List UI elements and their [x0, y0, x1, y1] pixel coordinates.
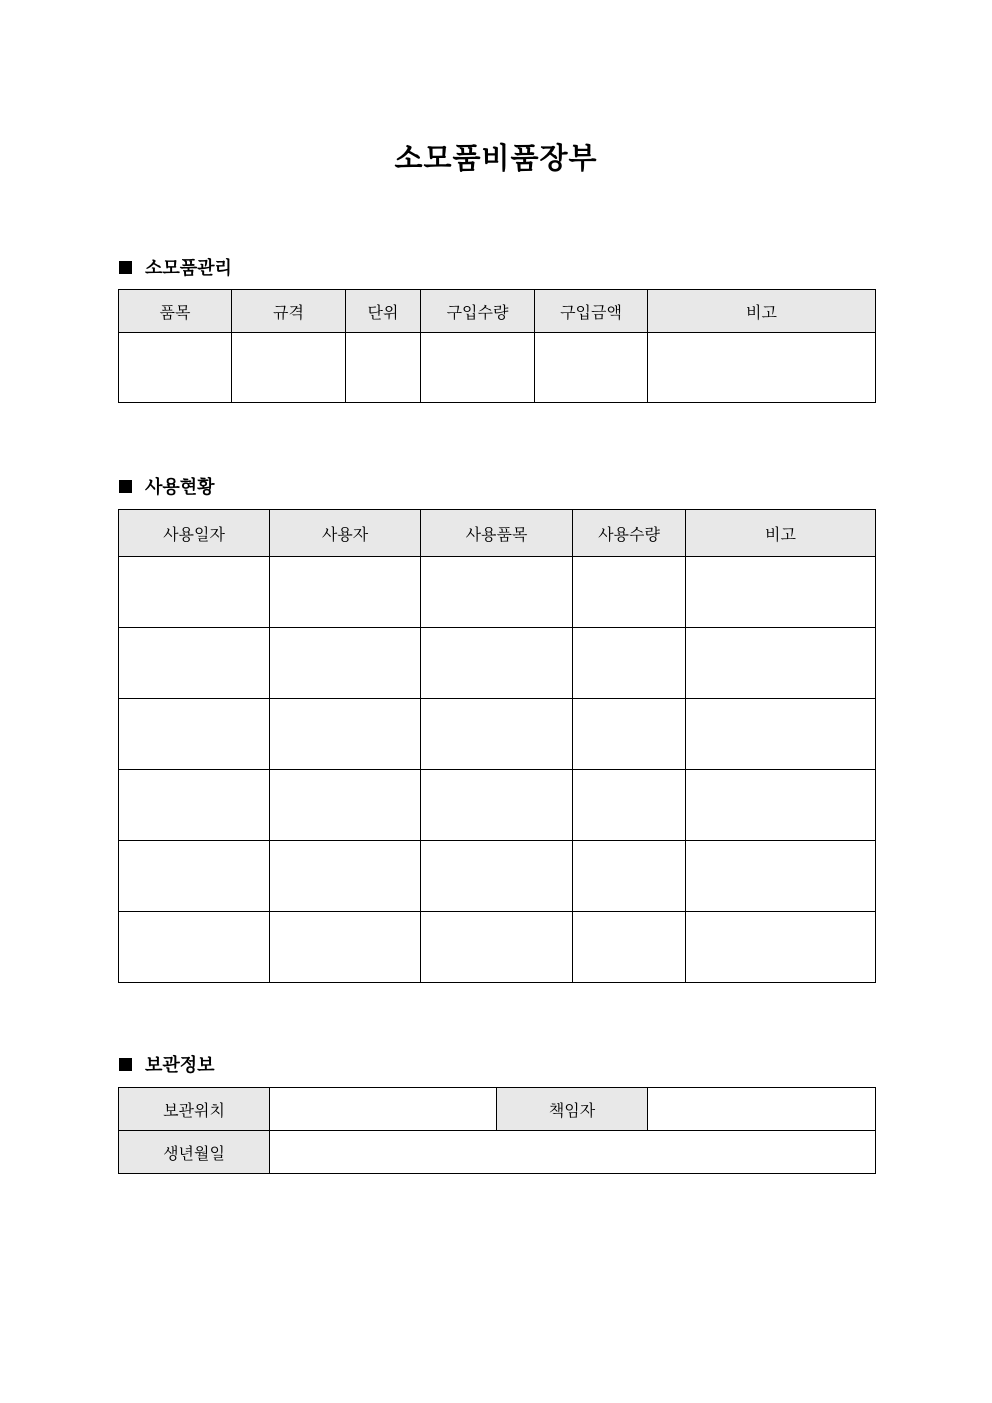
column-header: 사용품목 — [421, 510, 573, 557]
column-header: 사용수량 — [573, 510, 686, 557]
table-cell[interactable] — [573, 912, 686, 983]
table-row — [119, 557, 876, 628]
table-cell[interactable] — [573, 628, 686, 699]
consumables-table — [118, 289, 876, 403]
table-header-row — [119, 290, 876, 333]
table-cell[interactable] — [686, 770, 876, 841]
birthdate-label: 생년월일 — [119, 1131, 270, 1174]
table-header-row — [119, 510, 876, 557]
table-row — [119, 1088, 876, 1131]
section-heading-label: 보관정보 — [145, 1055, 215, 1076]
column-header: 비고 — [686, 510, 876, 557]
column-header: 구입금액 — [535, 290, 648, 333]
table-cell[interactable] — [421, 557, 573, 628]
storage-location-label: 보관위치 — [119, 1088, 270, 1131]
birthdate-field[interactable] — [270, 1131, 876, 1174]
table-cell[interactable] — [573, 699, 686, 770]
table-cell[interactable] — [573, 841, 686, 912]
table-cell[interactable] — [573, 770, 686, 841]
table-cell[interactable] — [119, 628, 270, 699]
document-title: 소모품비품장부 — [394, 141, 598, 175]
table-cell[interactable] — [270, 841, 421, 912]
table-cell[interactable] — [421, 628, 573, 699]
square-bullet-icon — [119, 1058, 132, 1071]
table-row — [119, 699, 876, 770]
table-cell[interactable] — [270, 770, 421, 841]
table-cell[interactable] — [686, 628, 876, 699]
column-header: 구입수량 — [421, 290, 535, 333]
table-cell[interactable] — [270, 699, 421, 770]
table-cell[interactable] — [648, 333, 876, 403]
table-cell[interactable] — [421, 841, 573, 912]
usage-table — [118, 509, 876, 983]
square-bullet-icon — [119, 480, 132, 493]
section-heading-label: 소모품관리 — [145, 258, 232, 279]
table-cell[interactable] — [119, 770, 270, 841]
table-row — [119, 912, 876, 983]
table-cell[interactable] — [270, 912, 421, 983]
table-cell[interactable] — [573, 557, 686, 628]
table-cell[interactable] — [535, 333, 648, 403]
table-cell[interactable] — [686, 699, 876, 770]
table-cell[interactable] — [119, 557, 270, 628]
table-row — [119, 1131, 876, 1174]
column-header: 사용자 — [270, 510, 421, 557]
table-cell[interactable] — [232, 333, 346, 403]
table-cell[interactable] — [119, 841, 270, 912]
table-cell[interactable] — [119, 699, 270, 770]
table-row — [119, 628, 876, 699]
table-cell[interactable] — [119, 912, 270, 983]
table-cell[interactable] — [686, 841, 876, 912]
column-header: 규격 — [232, 290, 346, 333]
table-row — [119, 333, 876, 403]
table-cell[interactable] — [421, 770, 573, 841]
manager-field[interactable] — [648, 1088, 876, 1131]
section-heading-label: 사용현황 — [145, 477, 215, 498]
storage-info-table — [118, 1087, 876, 1174]
table-cell[interactable] — [421, 912, 573, 983]
section-heading-consumables — [119, 254, 232, 280]
section-heading-usage — [119, 473, 215, 499]
column-header: 품목 — [119, 290, 232, 333]
table-cell[interactable] — [119, 333, 232, 403]
table-cell[interactable] — [270, 628, 421, 699]
table-row — [119, 841, 876, 912]
table-cell[interactable] — [421, 333, 535, 403]
column-header: 비고 — [648, 290, 876, 333]
table-cell[interactable] — [421, 699, 573, 770]
column-header: 사용일자 — [119, 510, 270, 557]
table-cell[interactable] — [346, 333, 421, 403]
storage-location-field[interactable] — [270, 1088, 497, 1131]
manager-label: 책임자 — [497, 1088, 648, 1131]
table-row — [119, 770, 876, 841]
table-cell[interactable] — [270, 557, 421, 628]
section-heading-storage — [119, 1051, 215, 1077]
table-cell[interactable] — [686, 912, 876, 983]
column-header: 단위 — [346, 290, 421, 333]
square-bullet-icon — [119, 261, 132, 274]
table-cell[interactable] — [686, 557, 876, 628]
